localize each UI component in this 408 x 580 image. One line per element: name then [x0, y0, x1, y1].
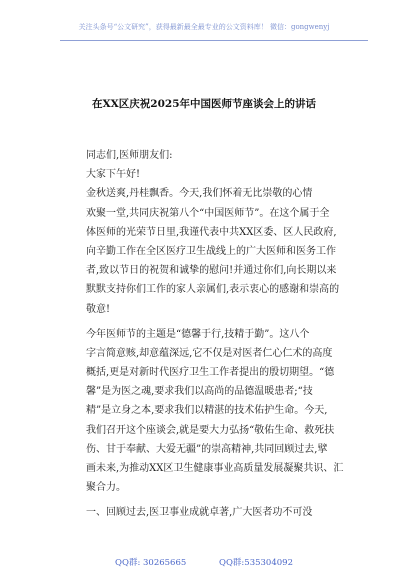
- paragraph-line: 者,致以节日的祝贺和诚挚的慰问!并通过你们,向长期以来: [86, 265, 337, 277]
- paragraph-line: 伤、甘于奉献、大爱无疆”的崇高精神,共同回顾过去,擘: [86, 443, 328, 455]
- paragraph-line: 默默支持你们工作的家人亲属们,表示衷心的感谢和崇高的: [86, 284, 340, 296]
- paragraph-line: 精”是立身之本,要求我们以精湛的技术佑护生命。今天,: [86, 405, 328, 417]
- header-note: 关注头条号“公文研究”，获得最新最全最专业的公文资料库！ 微信：gongwenyj: [78, 23, 330, 31]
- footer-qq-group-1: QQ群: 30265665: [115, 558, 187, 568]
- paragraph-line: 聚合力。: [86, 482, 126, 494]
- header-rule: [60, 40, 368, 41]
- paragraph-line: 大家下午好!: [86, 169, 141, 181]
- paragraph-line: 敬意!: [86, 303, 111, 315]
- paragraph-line: 今年医师节的主题是“德馨于行,技精于勤”。这八个: [86, 328, 310, 340]
- paragraph-line: 欢聚一堂,共同庆祝第八个“中国医师节”。在这个属于全: [86, 207, 330, 219]
- paragraph-line: 一、回顾过去,医卫事业成就卓著,广大医者功不可没: [86, 507, 313, 519]
- paragraph-line: 馨”是为医之魂,要求我们以高尚的品德温暖患者;“技: [86, 386, 313, 398]
- paragraph-line: 体医师的光荣节日里,我谨代表中共XX区委、区人民政府,: [86, 226, 337, 238]
- footer: [0, 556, 408, 568]
- footer-qq-group-2: QQ群:535304092: [219, 558, 293, 568]
- paragraph-line: 向辛勤工作在全区医疗卫生战线上的广大医师和医务工作: [86, 245, 336, 257]
- document-title: 在XX区庆祝2025年中国医师节座谈会上的讲话: [91, 98, 317, 110]
- paragraph-line: 金秋送爽,丹桂飘香。今天,我们怀着无比崇敬的心情: [86, 188, 313, 200]
- paragraph-line: 同志们,医师朋友们:: [86, 150, 173, 161]
- paragraph-line: 字言简意赅,却意蕴深远,它不仅是对医者仁心仁术的高度: [86, 347, 333, 359]
- paragraph-line: 我们召开这个座谈会,就是要大力弘扬“敬佑生命、救死扶: [86, 424, 335, 436]
- paragraph-line: 概括,更是对新时代医疗卫生工作者提出的殷切期望。“德: [86, 367, 335, 379]
- document-body: [86, 146, 344, 523]
- paragraph-line: 画未来,为推动XX区卫生健康事业高质量发展凝聚共识、汇: [86, 463, 344, 474]
